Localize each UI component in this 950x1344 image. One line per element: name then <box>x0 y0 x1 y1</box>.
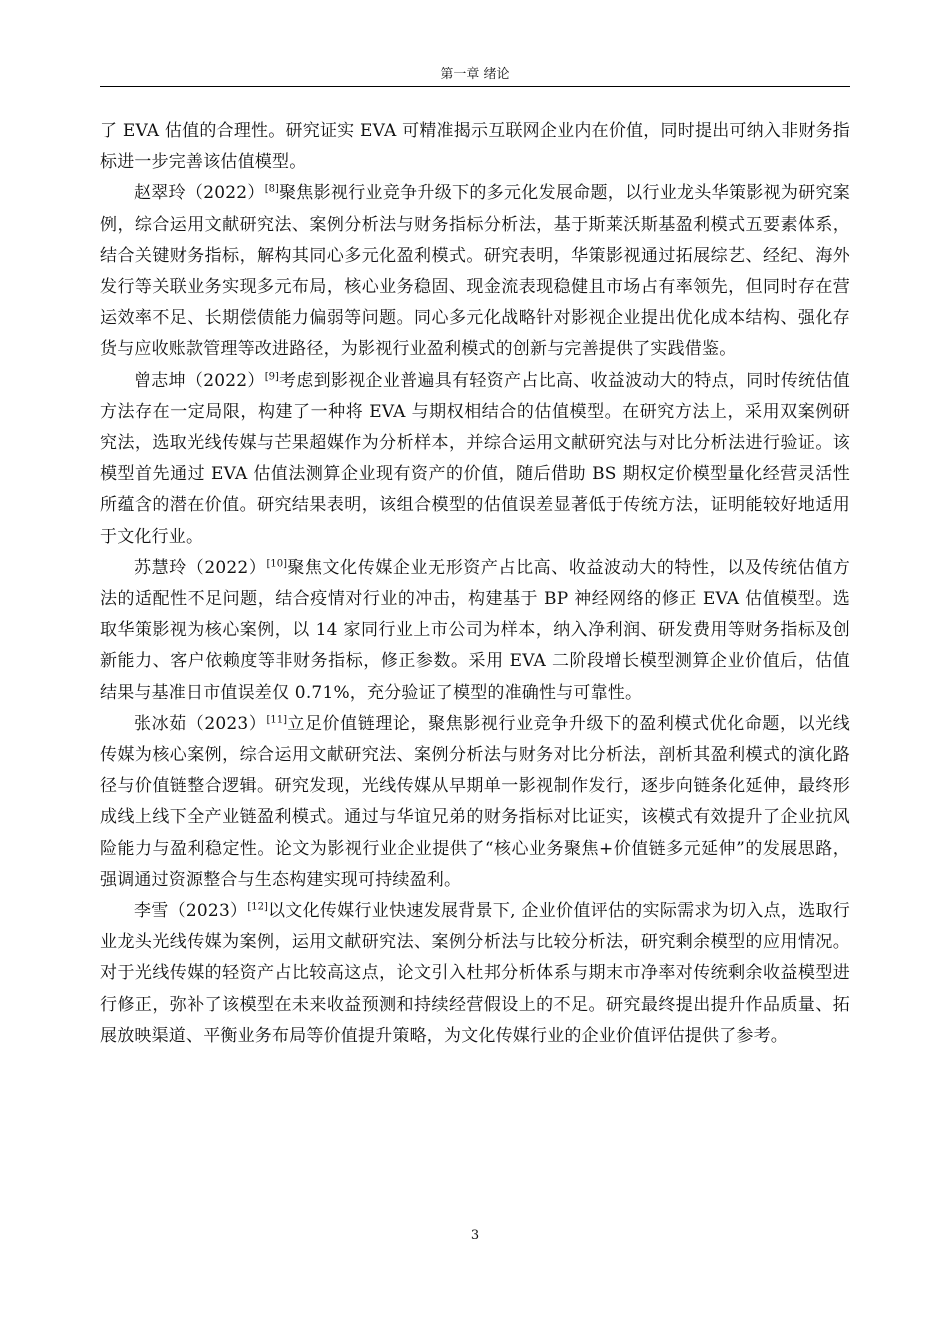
reference-marker: [11] <box>266 714 287 726</box>
paragraph-text: 考虑到影视企业普遍具有轻资产占比高、收益波动大的特点，同时传统估值方法存在一定局限，构建了一种将 EVA 与期权相结合的估值模型。在研究方法上，采用双案例研究法，选取光线传媒与芒果超媒作为分析样本，并综合运用文献研究法与对比分析法进行验证。该模型首先通过 EVA 估值法测算企业现有资产的价值，随后借助 BS 期权定价模型量化经营灵活性所蕴含的潜在价值。研究结果表明，该组合模型的估值误差显著低于传统方法，证明能较好地适用于文化行业。 <box>100 370 850 547</box>
body-text <box>100 116 850 1052</box>
citation-author: 李雪（2023） <box>134 901 248 922</box>
paragraph <box>100 178 850 365</box>
citation-author: 苏慧玲（2022） <box>134 557 267 578</box>
paragraph <box>100 116 850 178</box>
paragraph-text: 聚焦文化传媒企业无形资产占比高、收益波动大的特性，以及传统估值方法的适配性不足问题，结合疫情对行业的冲击，构建基于 BP 神经网络的修正 EVA 估值模型。选取华策影视为核心案例，以 14 家同行业上市公司为样本，纳入净利润、研发费用等财务指标及创新能力、客户依赖度等非财务指标，修正参数。采用 EVA 二阶段增长模型测算企业价值后，估值结果与基准日市值误差仅 0.71%，充分验证了模型的准确性与可靠性。 <box>100 557 850 703</box>
paragraph-text: 以文化传媒行业快速发展背景下, 企业价值评估的实际需求为切入点，选取行业龙头光线传媒为案例，运用文献研究法、案例分析法与比较分析法，研究剩余模型的应用情况。对于光线传媒的轻资产占比较高这点，论文引入杜邦分析体系与期末市净率对传统剩余收益模型进行修正，弥补了该模型在未来收益预测和持续经营假设上的不足。研究最终提出提升作品质量、拓展放映渠道、平衡业务布局等价值提升策略，为文化传媒行业的企业价值评估提供了参考。 <box>100 901 850 1046</box>
paragraph <box>100 366 850 553</box>
paragraph-text: 聚焦影视行业竞争升级下的多元化发展命题，以行业龙头华策影视为研究案例，综合运用文献研究法、案例分析法与财务指标分析法，基于斯莱沃斯基盈利模式五要素体系，结合关键财务指标，解构其同心多元化盈利模式。研究表明，华策影视通过拓展综艺、经纪、海外发行等关联业务实现多元布局，核心业务稳固、现金流表现稳健且市场占有率领先，但同时存在营运效率不足、长期偿债能力偏弱等问题。同心多元化战略针对影视企业提出优化成本结构、强化存货与应收账款管理等改进路径，为影视行业盈利模式的创新与完善提供了实践借鉴。 <box>100 183 850 360</box>
reference-marker: [10] <box>266 558 287 570</box>
page-header <box>100 64 850 87</box>
paragraph <box>100 896 850 1052</box>
reference-marker: [9] <box>264 370 279 382</box>
reference-marker: [8] <box>264 183 279 195</box>
citation-author: 张冰茹（2023） <box>134 713 267 734</box>
page-number: 3 <box>470 1228 480 1243</box>
reference-marker: [12] <box>247 901 268 913</box>
paragraph <box>100 553 850 709</box>
citation-author: 曾志坤（2022） <box>134 370 265 391</box>
paragraph-text: 了 EVA 估值的合理性。研究证实 EVA 可精准揭示互联网企业内在价值，同时提出可纳入非财务指标进一步完善该估值模型。 <box>100 121 850 173</box>
paragraph <box>100 709 850 896</box>
citation-author: 赵翠玲（2022） <box>134 183 265 204</box>
chapter-title: 第一章 绪论 <box>440 67 510 82</box>
paragraph-text: 立足价值链理论，聚焦影视行业竞争升级下的盈利模式优化命题，以光线传媒为核心案例，综合运用文献研究法、案例分析法与财务对比分析法，剖析其盈利模式的演化路径与价值链整合逻辑。研究发现，光线传媒从早期单一影视制作发行，逐步向链条化延伸，最终形成线上线下全产业链盈利模式。通过与华谊兄弟的财务指标对比证实，该模式有效提升了企业抗风险能力与盈利稳定性。论文为影视行业企业提供了“核心业务聚焦+价值链多元延伸”的发展思路，强调通过资源整合与生态构建实现可持续盈利。 <box>100 713 850 890</box>
